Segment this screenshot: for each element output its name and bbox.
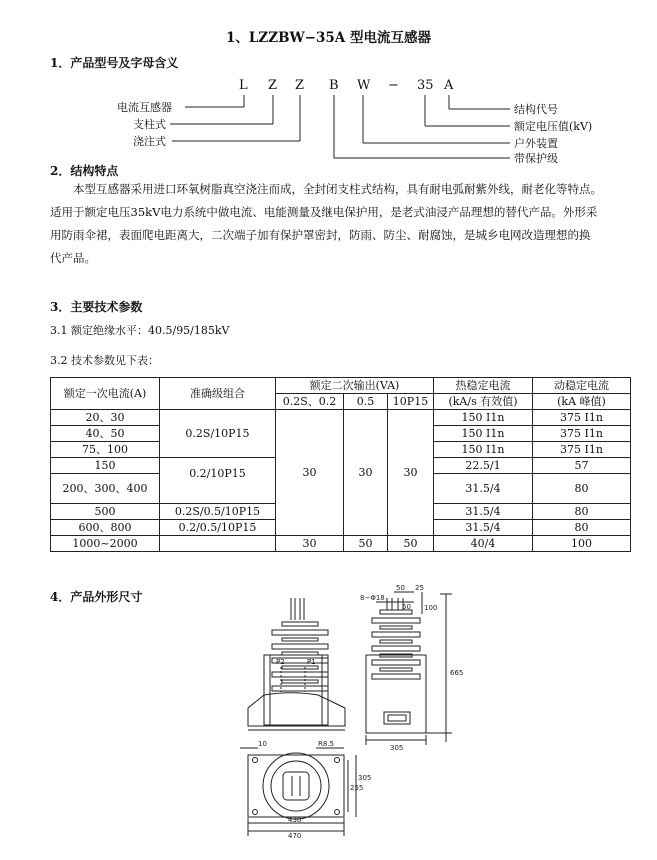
table-cell-output: 50 [388, 536, 434, 552]
dim-label: 665 [450, 669, 464, 677]
table-cell-thermal: 31.5/4 [434, 504, 533, 520]
dim-label: 470 [288, 832, 302, 840]
label-outdoor: 户外装置 [514, 137, 558, 150]
label-post-type: 支柱式 [133, 118, 166, 131]
table-cell-accuracy: 0.2S/0.5/10P15 [160, 504, 276, 520]
section2-heading: 2．结构特点 [50, 164, 119, 178]
paragraph-line: 代产品。 [50, 251, 96, 265]
label-current-transformer: 电流互感器 [117, 101, 172, 114]
dimension-drawing-svg [0, 580, 657, 860]
dim-label: 430 [288, 816, 302, 824]
dim-label: 305 [358, 774, 372, 782]
table-cell-output: 50 [344, 536, 388, 552]
table-cell-current: 1000~2000 [51, 536, 160, 552]
table-cell-dynamic: 80 [533, 474, 631, 504]
header-accuracy: 准确级组合 [160, 378, 276, 410]
dim-label: 8−Φ18 [360, 594, 385, 602]
paragraph-line: 本型互感器采用进口环氧树脂真空浇注而成，全封闭支柱式结构，具有耐电弧耐紫外线，耐老化等特点。 [73, 182, 602, 196]
table-cell-current: 20、30 [51, 410, 160, 426]
dim-label: 305 [390, 744, 404, 752]
terminal-p2-label: P2 [276, 658, 285, 666]
table-cell-accuracy: 0.2/0.5/10P15 [160, 520, 276, 536]
table-cell-thermal: 31.5/4 [434, 520, 533, 536]
header-output: 额定二次输出(VA) [276, 378, 434, 394]
label-cast-type: 浇注式 [133, 135, 166, 148]
dim-label: 50 [402, 603, 411, 611]
table-cell-output: 30 [388, 410, 434, 536]
header-output-col: 10P15 [388, 394, 434, 410]
header-primary-current: 额定一次电流(A) [51, 378, 160, 410]
table-cell-dynamic: 375 I1n [533, 442, 631, 458]
page-title: 1、LZZBW−35A 型电流互感器 [226, 30, 431, 46]
header-thermal-unit: (kA/s 有效值) [434, 394, 533, 410]
code-letter: Z [268, 78, 278, 93]
header-output-col: 0.5 [344, 394, 388, 410]
dim-label: 50 [396, 584, 405, 592]
dim-label: 10 [258, 740, 267, 748]
code-letter: L [239, 78, 248, 93]
code-letter: W [357, 78, 371, 93]
dim-label: R8.5 [318, 740, 334, 748]
code-letter: B [329, 78, 339, 93]
table-cell-dynamic: 80 [533, 504, 631, 520]
table-cell-output: 30 [344, 410, 388, 536]
table-cell-output: 30 [276, 410, 344, 536]
header-output-col: 0.2S、0.2 [276, 394, 344, 410]
outline-drawing [0, 580, 657, 860]
table-cell-accuracy: 0.2S/10P15 [160, 410, 276, 458]
table-cell-thermal: 40/4 [434, 536, 533, 552]
model-diagram [0, 0, 657, 175]
table-cell-thermal: 150 I1n [434, 442, 533, 458]
insulation-level: 3.1 额定绝缘水平：40.5/95/185kV [50, 324, 230, 337]
table-cell-accuracy: 0.2/10P15 [160, 458, 276, 504]
header-dynamic-unit: (kA 峰值) [533, 394, 631, 410]
dim-label: 100 [424, 604, 438, 612]
header-dynamic: 动稳定电流 [533, 378, 631, 394]
table-cell-dynamic: 80 [533, 520, 631, 536]
header-thermal: 热稳定电流 [434, 378, 533, 394]
table-cell-current: 150 [51, 458, 160, 474]
table-cell-current: 500 [51, 504, 160, 520]
table-intro: 3.2 技术参数见下表： [50, 354, 159, 367]
structure-paragraph [50, 178, 630, 270]
code-letter: A [444, 78, 454, 93]
table-cell-thermal: 31.5/4 [434, 474, 533, 504]
table-cell-current: 75、100 [51, 442, 160, 458]
label-structure-code: 结构代号 [514, 103, 558, 116]
code-letter: 35 [417, 78, 434, 93]
terminal-p1-label: P1 [307, 658, 316, 666]
table-cell-current: 600、800 [51, 520, 160, 536]
table-cell-dynamic: 100 [533, 536, 631, 552]
dim-label: 25 [415, 584, 424, 592]
label-protection: 带保护级 [514, 152, 558, 165]
table-cell-current: 40、50 [51, 426, 160, 442]
table-cell-thermal: 150 I1n [434, 426, 533, 442]
table-cell-dynamic: 375 I1n [533, 410, 631, 426]
section3-heading: 3．主要技术参数 [50, 300, 143, 314]
dim-label: 255 [350, 784, 364, 792]
paragraph-line: 用防雨伞裙，表面爬电距离大，二次端子加有保护罩密封，防雨、防尘、耐腐蚀，是城乡电网改造理想的换 [50, 228, 591, 242]
table-cell-thermal: 150 I1n [434, 410, 533, 426]
section1-heading: 1．产品型号及字母含义 [50, 56, 179, 70]
paragraph-line: 适用于额定电压35kV电力系统中做电流、电能测量及继电保护用，是老式油浸产品理想的替代产品。外形采 [50, 205, 598, 219]
table-cell-dynamic: 57 [533, 458, 631, 474]
table-cell-output: 30 [276, 536, 344, 552]
code-letter: Z [295, 78, 305, 93]
table-cell-accuracy [160, 536, 276, 552]
code-letter: − [388, 78, 399, 93]
section4-heading: 4．产品外形尺寸 [50, 590, 143, 604]
table-cell-dynamic: 375 I1n [533, 426, 631, 442]
label-rated-voltage: 额定电压值(kV) [514, 120, 593, 133]
table-cell-current: 200、300、400 [51, 474, 160, 504]
table-cell-thermal: 22.5/1 [434, 458, 533, 474]
tech-param-table [50, 377, 631, 552]
